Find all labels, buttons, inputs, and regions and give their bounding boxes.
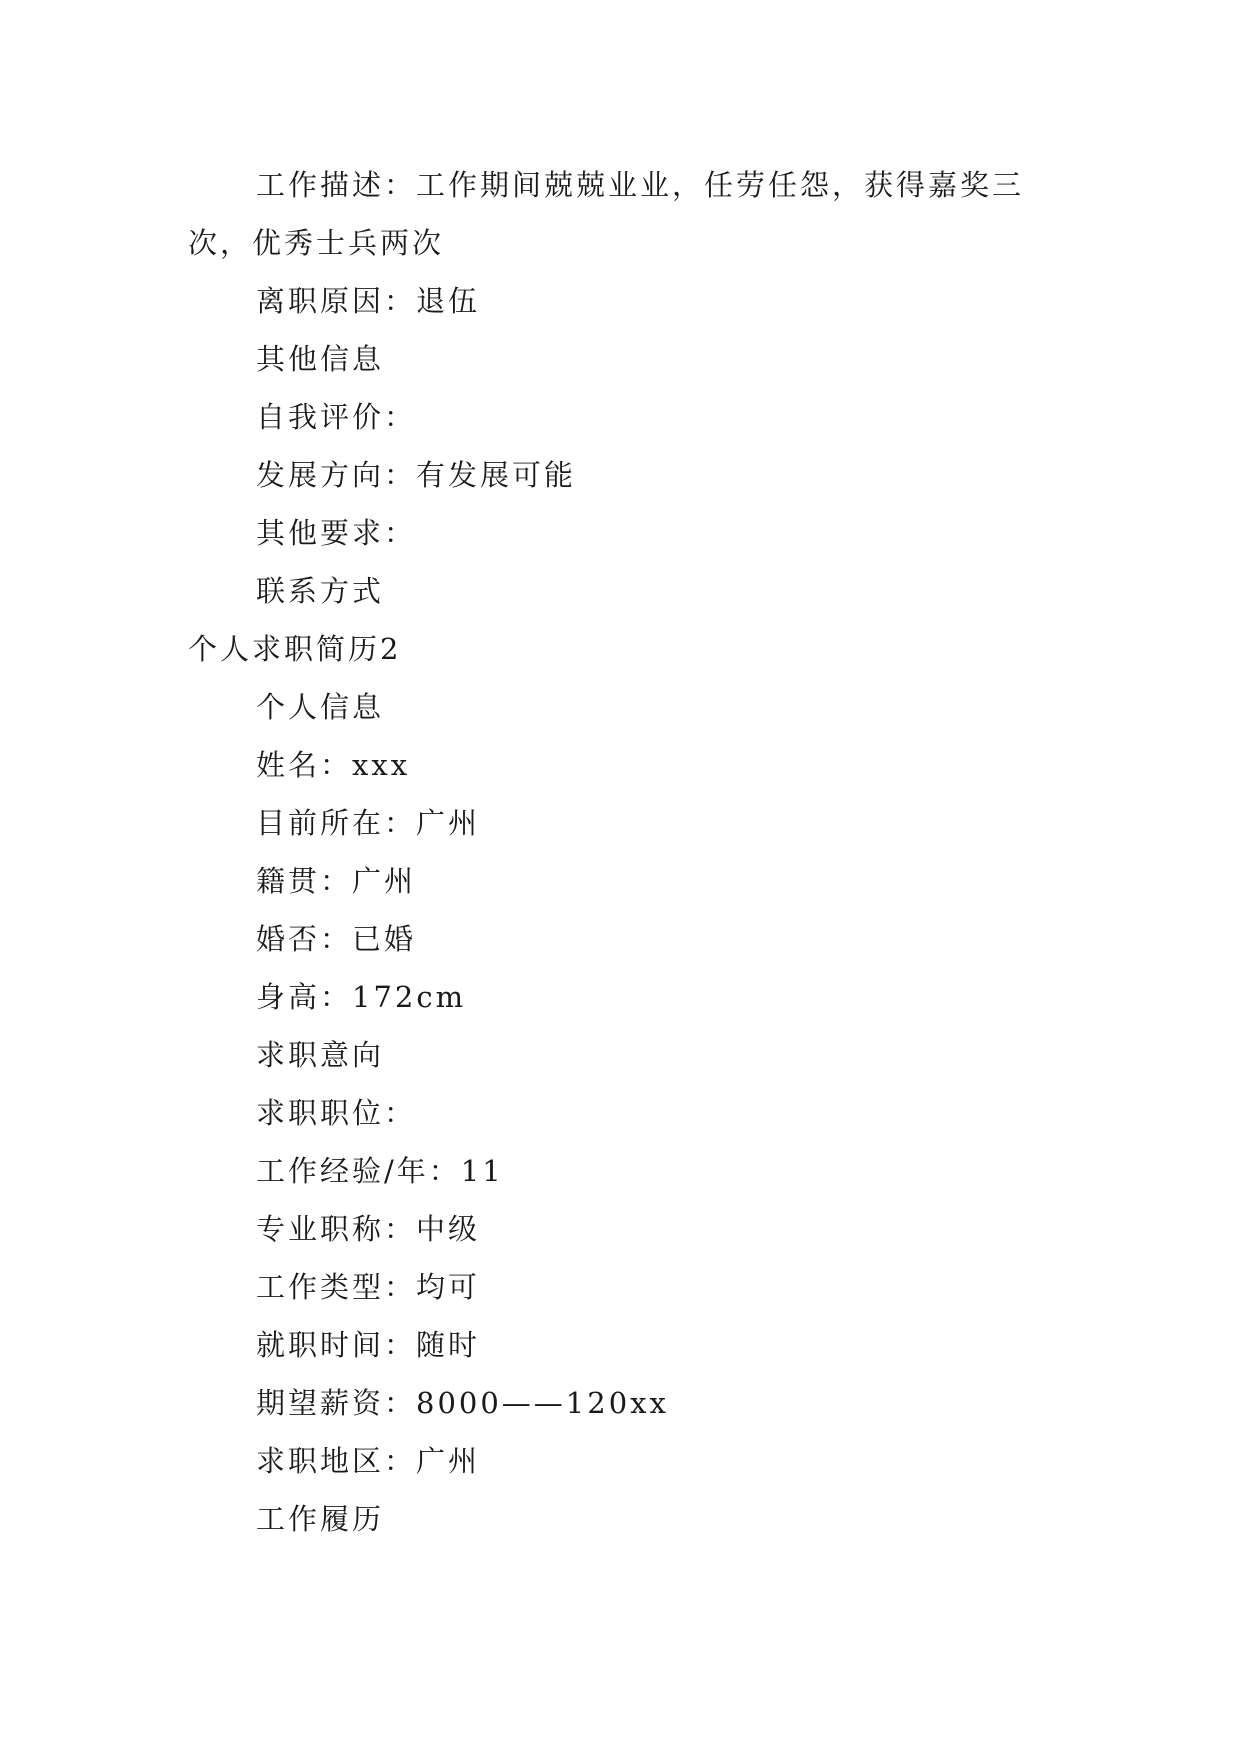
start-time-line: 就职时间：随时 xyxy=(256,1328,481,1362)
other-info-heading: 其他信息 xyxy=(256,342,385,376)
personal-info-heading: 个人信息 xyxy=(256,690,385,724)
resume-title: 个人求职简历2 xyxy=(188,632,402,666)
current-location-line: 目前所在：广州 xyxy=(256,806,481,840)
self-evaluation-line: 自我评价： xyxy=(256,400,417,434)
job-intention-heading: 求职意向 xyxy=(256,1038,385,1072)
contact-heading: 联系方式 xyxy=(256,574,385,608)
development-direction-line: 发展方向：有发展可能 xyxy=(256,458,577,492)
job-region-line: 求职地区：广州 xyxy=(256,1444,481,1478)
leaving-reason-line: 离职原因：退伍 xyxy=(256,284,481,318)
marital-status-line: 婚否：已婚 xyxy=(256,922,417,956)
job-description-line: 工作描述：工作期间兢兢业业，任劳任怨，获得嘉奖三 xyxy=(256,168,1025,202)
work-experience-years-line: 工作经验/年：11 xyxy=(256,1154,504,1188)
desired-position-line: 求职职位： xyxy=(256,1096,417,1130)
work-history-heading: 工作履历 xyxy=(256,1502,385,1536)
height-line: 身高：172cm xyxy=(256,980,467,1014)
job-description-continuation: 次，优秀士兵两次 xyxy=(188,226,445,260)
expected-salary-line: 期望薪资：8000——120xx xyxy=(256,1386,669,1420)
native-place-line: 籍贯：广州 xyxy=(256,864,417,898)
job-type-line: 工作类型：均可 xyxy=(256,1270,481,1304)
other-requirements-line: 其他要求： xyxy=(256,516,417,550)
name-line: 姓名：xxx xyxy=(256,748,411,782)
professional-title-line: 专业职称：中级 xyxy=(256,1212,481,1246)
